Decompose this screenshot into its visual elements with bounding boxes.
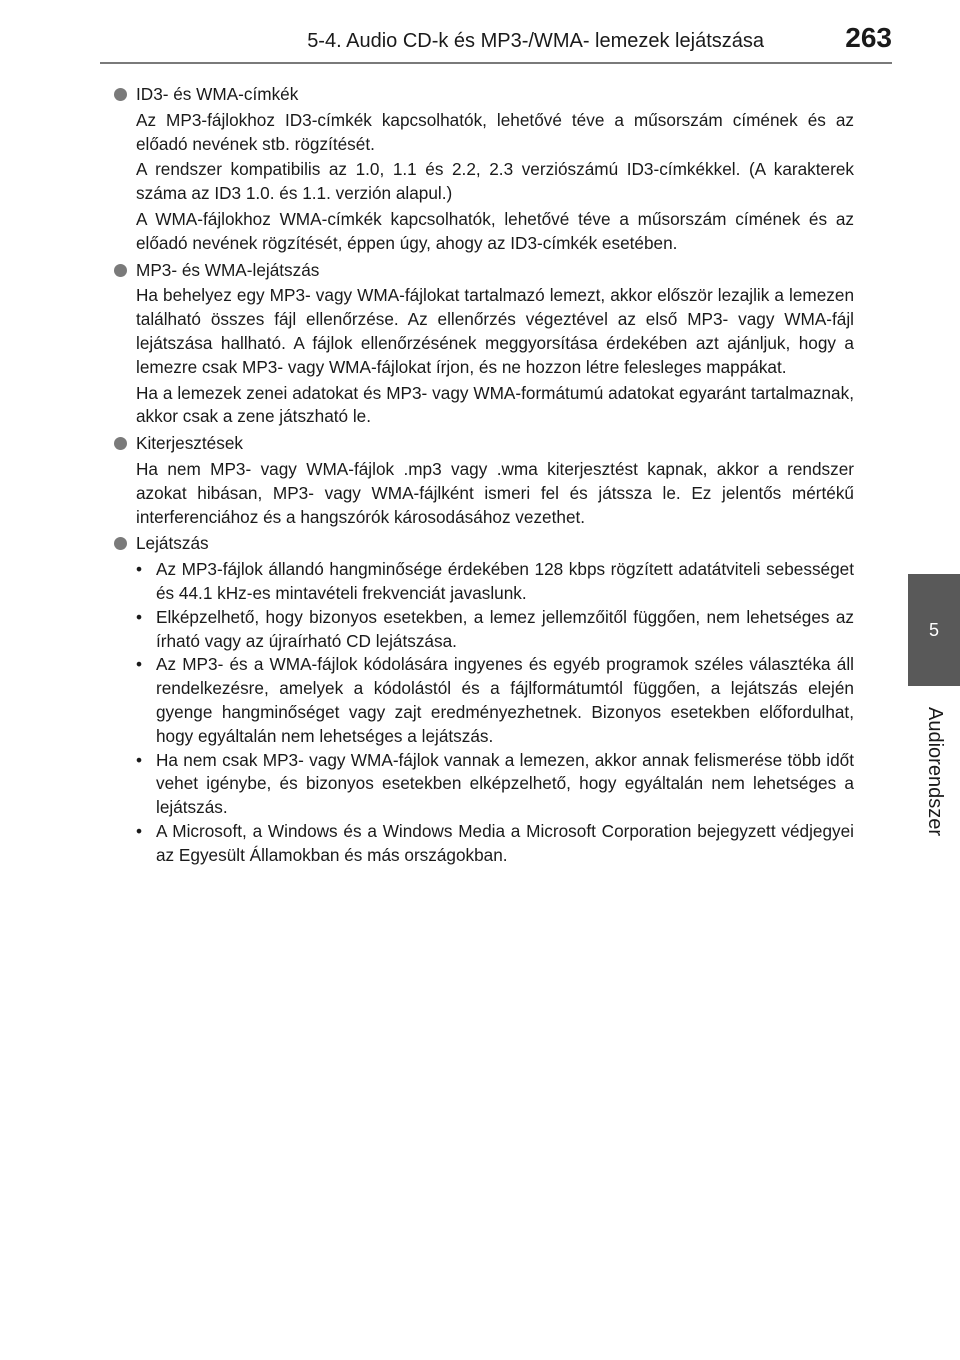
section-extensions [112,432,854,529]
paragraph: Ha nem MP3- vagy WMA-fájlok .mp3 vagy .wma kiterjesztést kapnak, akkor a rendszer azokat hibásan, MP3- vagy WMA-fájlként ismeri fel és játssza le. Ez jelentős mértékű interferenciához és a hangszórók károsodásához vezethet. [136,458,854,527]
paragraph: Ha a lemezek zenei adatokat és MP3- vagy WMA-formátumú adatokat egyaránt tartalmaznak, akkor csak a zene játszható le. [136,382,854,427]
list-bullet: • [136,606,143,627]
section-heading [112,432,854,456]
list-item-text: Az MP3-fájlok állandó hangminősége érdekében 128 kbps rögzített adatátviteli sebességet és 44.1 kHz-es mintavételi frekvenciát javaslunk. [156,559,854,603]
section-heading-text: Kiterjesztések [136,433,243,454]
section-heading-text: ID3- és WMA-címkék [136,84,299,104]
list-item-text: Elképzelhető, hogy bizonyos esetekben, a lemez jellemzőitől függően, nem lehetséges az írható vagy az újraírható CD lejátszása. [156,606,854,651]
list-bullet: • [136,559,143,580]
list-item [136,558,854,606]
paragraph: Az MP3-fájlokhoz ID3-címkék kapcsolhatók, lehetővé téve a műsorszám címének és az előadó nevének stb. rögzítését. [136,109,854,154]
list-bullet: • [136,654,143,675]
page-header [0,0,960,62]
list-item [136,606,854,654]
section-heading-text: MP3- és WMA-lejátszás [136,259,320,280]
list-item-text: A Microsoft, a Windows és a Windows Media a Microsoft Corporation bejegyzett védjegyei az Egyesült Államokban és más országokban. [156,820,854,865]
list-item-text: Az MP3- és a WMA-fájlok kódolására ingyenes és egyéb programok széles választéka áll rendelkezésre, amelyek a kódolástól és a fájlformátumtól függően, a lejátszás elején gyenge hangminőséget vagy zajt eredményezhetnek. Bizonyos esetekben előfordulhat, hogy egyáltalán nem lehetséges a lejátszás. [156,654,854,746]
page-content [112,80,854,868]
paragraph: Ha behelyez egy MP3- vagy WMA-fájlokat tartalmazó lemezt, akkor először lezajlik a lemezen található összes fájl ellenőrzése. Az ellenőrzés végeztével az első MP3- vagy WMA-fájl lejátszása hallható. A fájlok ellenőrzésének meggyorsítása érdekében azt ajánljuk, hogy a lemezre csak MP3- vagy WMA-fájlokat írjon, és ne hozzon létre felesleges mappákat. [136,285,854,377]
section-heading-text: Lejátszás [136,533,209,554]
list-item-text: Ha nem csak MP3- vagy WMA-fájlok vannak a lemezen, akkor annak felismerése több időt vehet igénybe, és bizonyos esetekben elképzelhető, hogy egyáltalán nem lehetséges a lejátszás. [156,749,854,818]
list-item [136,749,854,820]
playback-list [136,558,854,867]
list-item [136,653,854,748]
chapter-number: 5 [928,619,939,640]
section-id3-wma-tags [112,83,854,256]
section-heading [112,83,854,107]
section-heading [112,259,854,283]
round-bullet-icon [114,537,127,550]
section-mp3-wma-playback [112,259,854,430]
round-bullet-icon [114,264,127,277]
chapter-label: Audiorendszer [923,706,946,836]
list-bullet: • [136,820,143,841]
section-playback [112,532,854,867]
page-number: 263 [845,22,892,53]
list-bullet: • [136,749,143,770]
round-bullet-icon [114,88,127,101]
list-item [136,820,854,868]
section-heading [112,532,854,556]
chapter-tab [908,574,960,686]
round-bullet-icon [114,437,127,450]
paragraph: A WMA-fájlokhoz WMA-címkék kapcsolhatók, lehetővé téve a műsorszám címének és az előadó nevének rögzítését, éppen úgy, ahogy az ID3-címkék esetében. [136,208,854,253]
chapter-side-label [922,700,946,842]
header-divider [100,62,892,64]
paragraph: A rendszer kompatibilis az 1.0, 1.1 és 2.2, 2.3 verziószámú ID3-címkékkel. (A karakterek száma az ID3 1.0. és 1.1. verzión alapul.) [136,159,854,204]
page-header-title: 5-4. Audio CD-k és MP3-/WMA- lemezek lejátszása [307,30,764,52]
